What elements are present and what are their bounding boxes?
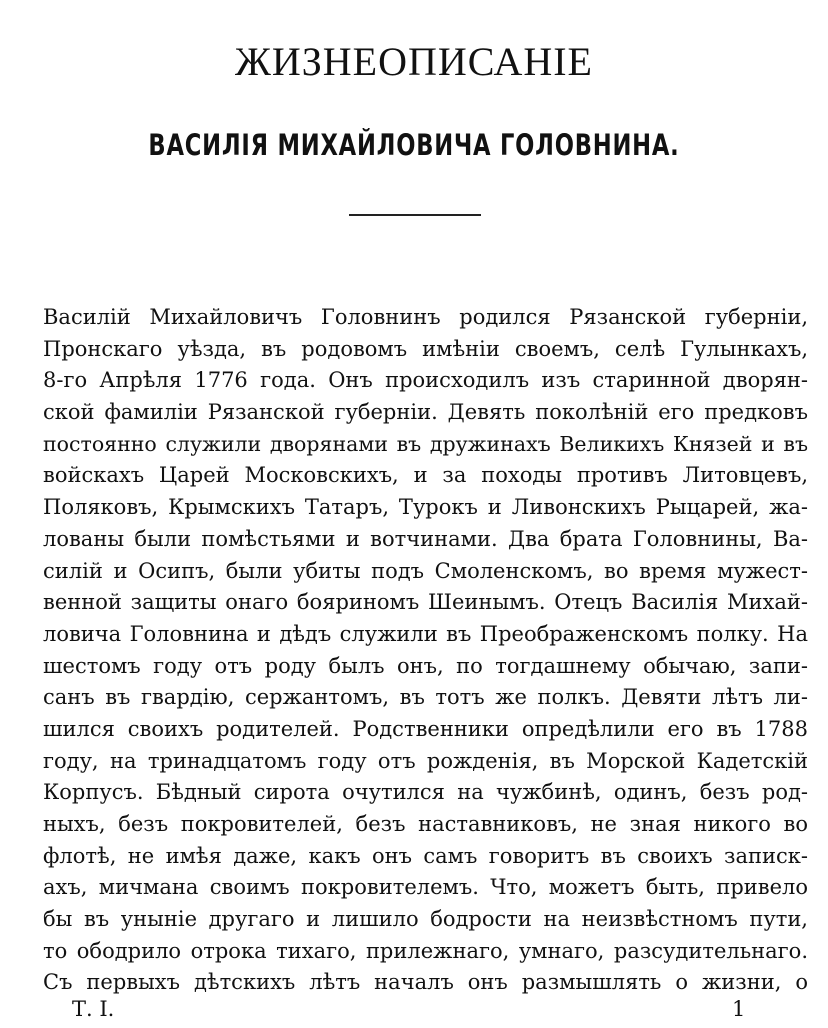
text-line: санъ въ гвардію, сержантомъ, въ тотъ же полкъ. Девяти лѣтъ ли- — [43, 685, 808, 710]
text-line: лованы были помѣстьями и вотчинами. Два брата Головнины, Ва- — [43, 526, 808, 551]
text-line: то ободрило отрока тихаго, прилежнаго, умнаго, разсудительнаго. — [43, 938, 808, 963]
text-line: ахъ, мичмана своимъ покровителемъ. Что, можетъ быть, привело — [43, 875, 808, 900]
page-subtitle: ВАСИЛІЯ МИХАЙЛОВИЧА ГОЛОВНИНА. — [148, 128, 680, 163]
text-line: Корпусъ. Бѣдный сирота очутился на чужбинѣ, одинъ, безъ род- — [43, 780, 808, 805]
text-line: году, на тринадцатомъ году отъ рожденія, въ Морской Кадетскій — [43, 748, 808, 773]
text-line: Съ первыхъ дѣтскихъ лѣтъ началъ онъ размышлять о жизни, о — [43, 970, 808, 995]
body-paragraph — [43, 302, 808, 999]
text-line: Поляковъ, Крымскихъ Татаръ, Турокъ и Ливонскихъ Рыцарей, жа- — [43, 495, 808, 520]
text-line: ныхъ, безъ покровителей, безъ наставниковъ, не зная никого во — [43, 812, 808, 836]
text-line: шился своихъ родителей. Родственники опредѣлили его въ 1788 — [43, 716, 808, 741]
text-line: 8-го Апрѣля 1776 года. Онъ происходилъ изъ старинной дворян- — [43, 368, 808, 393]
text-line: войскахъ Царей Московскихъ, и за походы противъ Литовцевъ, — [43, 463, 808, 488]
text-line: постоянно служили дворянами въ дружинахъ Великихъ Князей и въ — [43, 431, 808, 456]
page-number: 1 — [732, 997, 746, 1021]
text-line: силій и Осипъ, были убиты подъ Смоленскомъ, во время мужест- — [43, 558, 808, 583]
text-line: венной защиты онаго бояриномъ Шеинымъ. Отецъ Василія Михай- — [43, 590, 808, 615]
text-line: Василій Михайловичъ Головнинъ родился Рязанской губерніи, — [43, 305, 808, 329]
text-line: ской фамиліи Рязанской губерніи. Девять поколѣній его предковъ — [43, 400, 808, 425]
page-title: ЖИЗНЕОПИСАНІЕ — [235, 38, 593, 84]
signature-mark: Т. I. — [72, 997, 115, 1021]
text-line: Пронскаго уѣзда, въ родовомъ имѣніи своемъ, селѣ Гулынкахъ, — [43, 336, 808, 361]
text-line: шестомъ году отъ роду былъ онъ, по тогдашнему обычаю, запи- — [43, 653, 808, 678]
title-divider — [349, 214, 481, 216]
text-line: ловича Головнина и дѣдъ служили въ Преображенскомъ полку. На — [43, 621, 808, 646]
text-line: флотѣ, не имѣя даже, какъ онъ самъ говоритъ въ своихъ записк- — [43, 843, 808, 868]
text-line: бы въ уныніе другаго и лишило бодрости на неизвѣстномъ пути, — [43, 907, 808, 932]
